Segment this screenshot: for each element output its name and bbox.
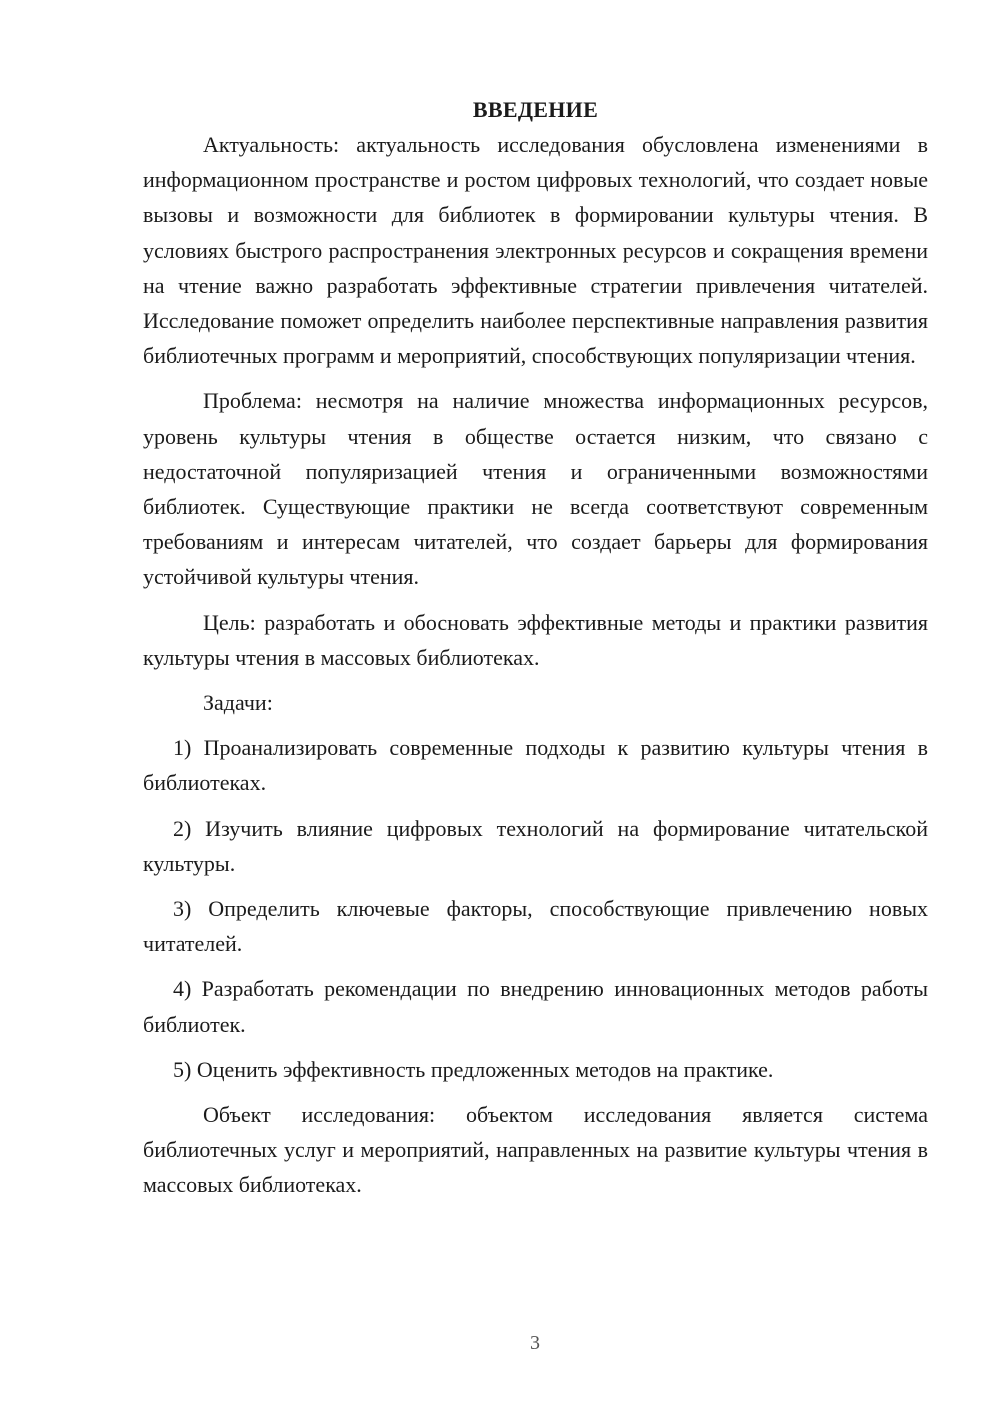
task-item: 3) Определить ключевые факторы, способствующие привлечению новых читателей. — [143, 896, 928, 957]
tasks-heading: Задачи: — [203, 690, 273, 716]
task-item: 1) Проанализировать современные подходы к развитию культуры чтения в библиотеках. — [143, 735, 928, 796]
goal-paragraph: Цель: разработать и обосновать эффективные методы и практики развития культуры чтения в массовых библиотеках. — [143, 609, 928, 670]
problem-paragraph: Проблема: несмотря на наличие множества информационных ресурсов, уровень культуры чтения в обществе остается низким, что связано с недостаточной популяризацией чтения и ограниченными возможностями библиотек. Существующие практики не всегда соответствуют современным требованиям и интересам читателей, что создает барьеры для формирования устойчивой культуры чтения. — [143, 388, 928, 590]
task-item: 5) Оценить эффективность предложенных методов на практике. — [173, 1056, 774, 1082]
document-page — [143, 92, 928, 1213]
relevance-paragraph: Актуальность: актуальность исследования обусловлена изменениями в информационном пространстве и ростом цифровых технологий, что создает новые вызовы и возможности для библиотек в формировании культуры чтения. В условиях быстрого распространения электронных ресурсов и сокращения времени на чтение важно разработать эффективные стратегии привлечения читателей. Исследование поможет определить наиболее перспективные направления развития библиотечных программ и мероприятий, способствующих популяризации чтения. — [143, 132, 928, 369]
object-paragraph: Объект исследования: объектом исследования является система библиотечных услуг и мероприятий, направленных на развитие культуры чтения в массовых библиотеках. — [143, 1102, 928, 1198]
page-title: ВВЕДЕНИЕ — [472, 97, 599, 122]
page-number: 3 — [530, 1332, 540, 1354]
task-item: 4) Разработать рекомендации по внедрению инновационных методов работы библиотек. — [143, 976, 928, 1037]
task-item: 2) Изучить влияние цифровых технологий на формирование читательской культуры. — [143, 815, 928, 876]
